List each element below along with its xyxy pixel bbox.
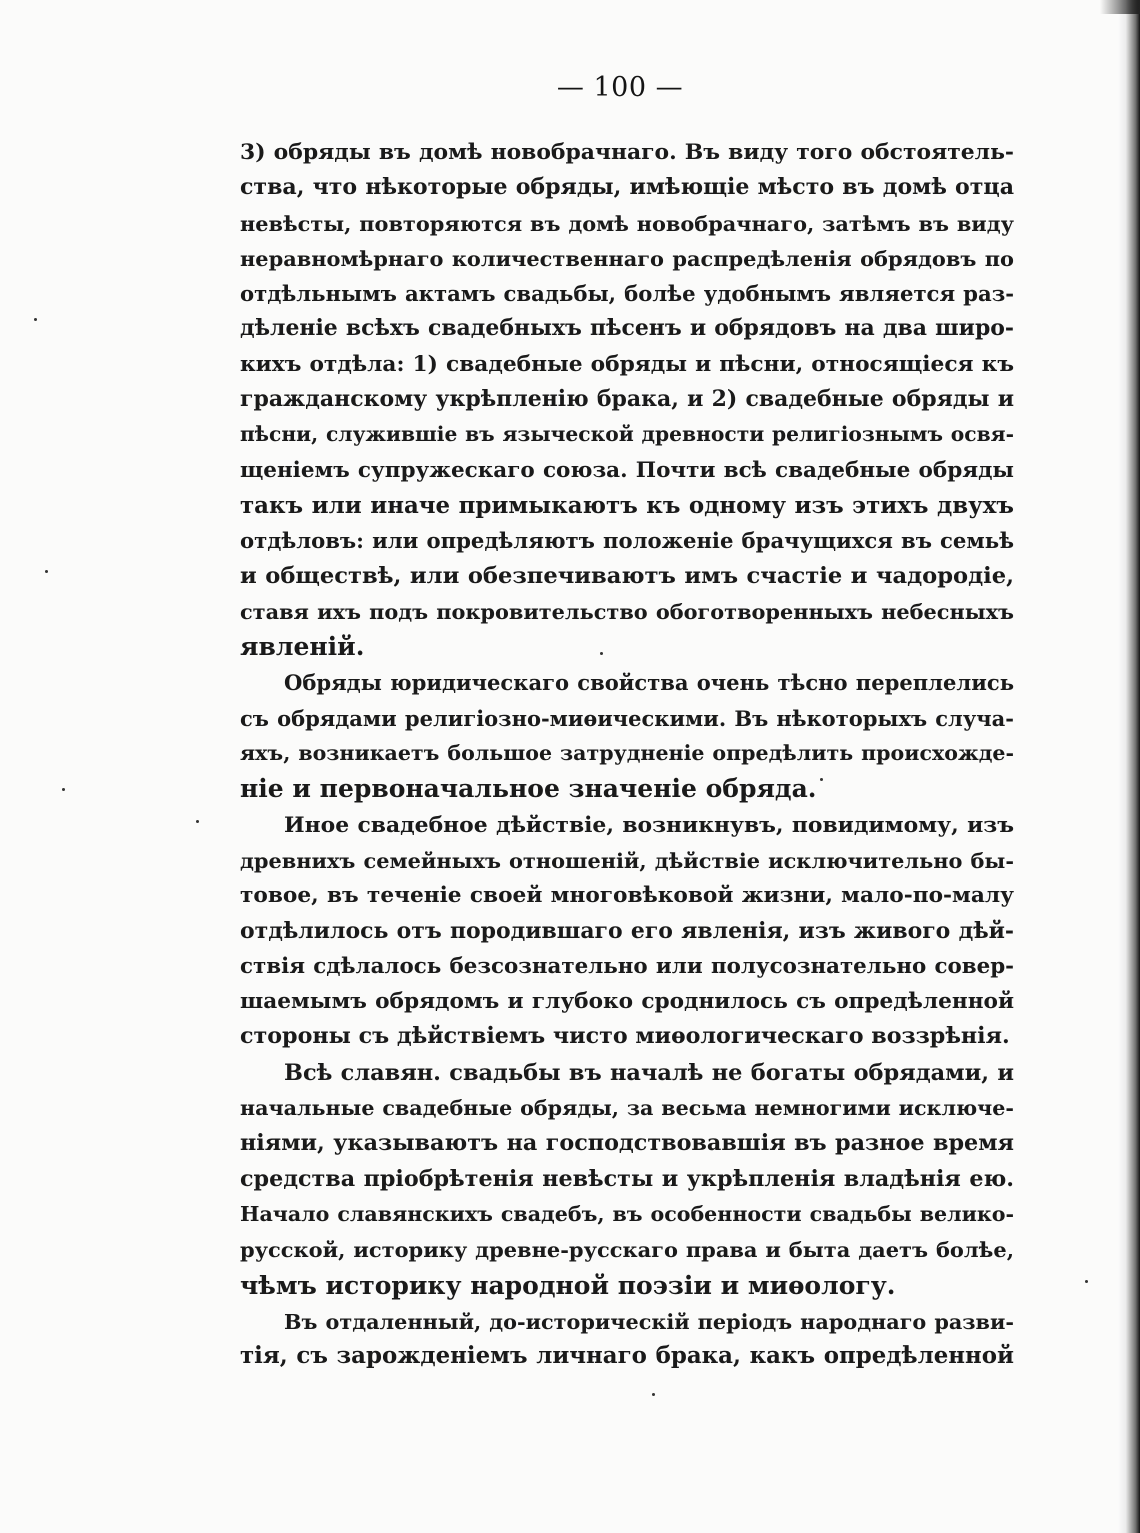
text-line: ствія сдѣлалось безсознательно или полусознательно совер- <box>240 953 1014 979</box>
scan-shadow-edge <box>1118 0 1140 1533</box>
text-line: Начало славянскихъ свадебъ, въ особенности свадьбы велико- <box>240 1201 1014 1226</box>
text-line: отдѣлилось отъ породившаго его явленія, изъ живого дѣй- <box>240 917 1014 944</box>
text-line: Въ отдаленный, до-историческій періодъ народнаго разви- <box>284 1308 1014 1334</box>
text-line: начальные свадебные обряды, за весьма немногими исключе- <box>240 1096 1014 1121</box>
text-line: гражданскому укрѣпленію брака, и 2) свадебные обряды и <box>240 386 1014 413</box>
text-line: средства пріобрѣтенія невѣсты и укрѣпленія владѣнія ею. <box>240 1165 1014 1192</box>
text-line: отдѣловъ: или опредѣляютъ положеніе брачущихся въ семьѣ <box>240 528 1014 554</box>
text-line: ніями, указываютъ на господствовавшія въ разное время <box>240 1130 1014 1157</box>
text-line: дѣленіе всѣхъ свадебныхъ пѣсенъ и обрядовъ на два широ- <box>240 315 1014 342</box>
scan-speck <box>600 652 603 655</box>
text-line: древнихъ семейныхъ отношеній, дѣйствіе исключительно бы- <box>240 847 1014 873</box>
text-line: ставя ихъ подъ покровительство обоготворенныхъ небесныхъ <box>240 598 1014 624</box>
text-line: Всѣ славян. свадьбы въ началѣ не богаты обрядами, и <box>284 1059 1014 1086</box>
text-line: русской, историку древне-русскаго права и быта даетъ болѣе, <box>240 1237 1014 1263</box>
paragraph <box>240 808 1014 1055</box>
text-line: шаемымъ обрядомъ и глубоко сроднилось съ опредѣленной <box>240 989 1014 1015</box>
paragraph <box>240 135 1014 664</box>
text-line: Обряды юридическаго свойства очень тѣсно переплелись <box>284 670 1014 696</box>
text-line: невѣсты, повторяются въ домѣ новобрачнаго, затѣмъ въ виду <box>240 210 1014 236</box>
text-line: Иное свадебное дѣйствіе, возникнувъ, повидимому, изъ <box>284 811 1014 838</box>
text-line: яхъ, возникаетъ большое затрудненіе опредѣлить происхожде- <box>240 741 1014 766</box>
text-line: явленій. <box>240 632 365 662</box>
text-line: ства, что нѣкоторые обряды, имѣющіе мѣсто въ домѣ отца <box>240 174 1014 201</box>
text-line: отдѣльнымъ актамъ свадьбы, болѣе удобнымъ является раз- <box>240 281 1014 307</box>
scan-speck <box>1085 1280 1088 1283</box>
paragraph <box>240 665 1014 806</box>
text-line: товое, въ теченіе своей многовѣковой жизни, мало-по-малу <box>240 883 1014 909</box>
text-line: и обществѣ, или обезпечиваютъ имъ счастіе и чадородіе, <box>240 562 1014 589</box>
text-line: такъ или иначе примыкаютъ къ одному изъ этихъ двухъ <box>240 491 1014 519</box>
scan-speck <box>196 820 199 823</box>
scan-speck <box>652 1393 655 1396</box>
scan-shadow-corner <box>1100 0 1140 14</box>
text-line: съ обрядами религіозно-миѳическими. Въ нѣкоторыхъ случа- <box>240 705 1014 731</box>
scan-speck <box>820 778 823 781</box>
scan-speck <box>34 318 37 321</box>
text-line: стороны съ дѣйствіемъ чисто миѳологическаго воззрѣнія. <box>240 1023 1010 1050</box>
text-line: 3) обряды въ домѣ новобрачнаго. Въ виду того обстоятель- <box>240 139 1014 165</box>
text-line: тія, съ зарожденіемъ личнаго брака, какъ опредѣленной <box>240 1343 1014 1370</box>
text-line: щеніемъ супружескаго союза. Почти всѣ свадебные обряды <box>240 457 1014 483</box>
body-text <box>240 135 1014 1374</box>
text-line: ніе и первоначальное значеніе обряда. <box>240 774 817 804</box>
page-number: — 100 — <box>556 72 684 103</box>
scan-speck <box>62 788 65 791</box>
text-line: пѣсни, служившіе въ языческой древности религіознымъ освя- <box>240 422 1014 447</box>
paragraph <box>240 1056 1014 1303</box>
paragraph <box>240 1304 1014 1375</box>
text-line: неравномѣрнаго количественнаго распредѣленія обрядовъ по <box>240 245 1014 271</box>
scan-speck <box>45 570 48 573</box>
text-line: чѣмъ историку народной поэзіи и миѳологу. <box>240 1270 896 1300</box>
text-line: кихъ отдѣла: 1) свадебные обряды и пѣсни, относящіеся къ <box>240 351 1014 377</box>
